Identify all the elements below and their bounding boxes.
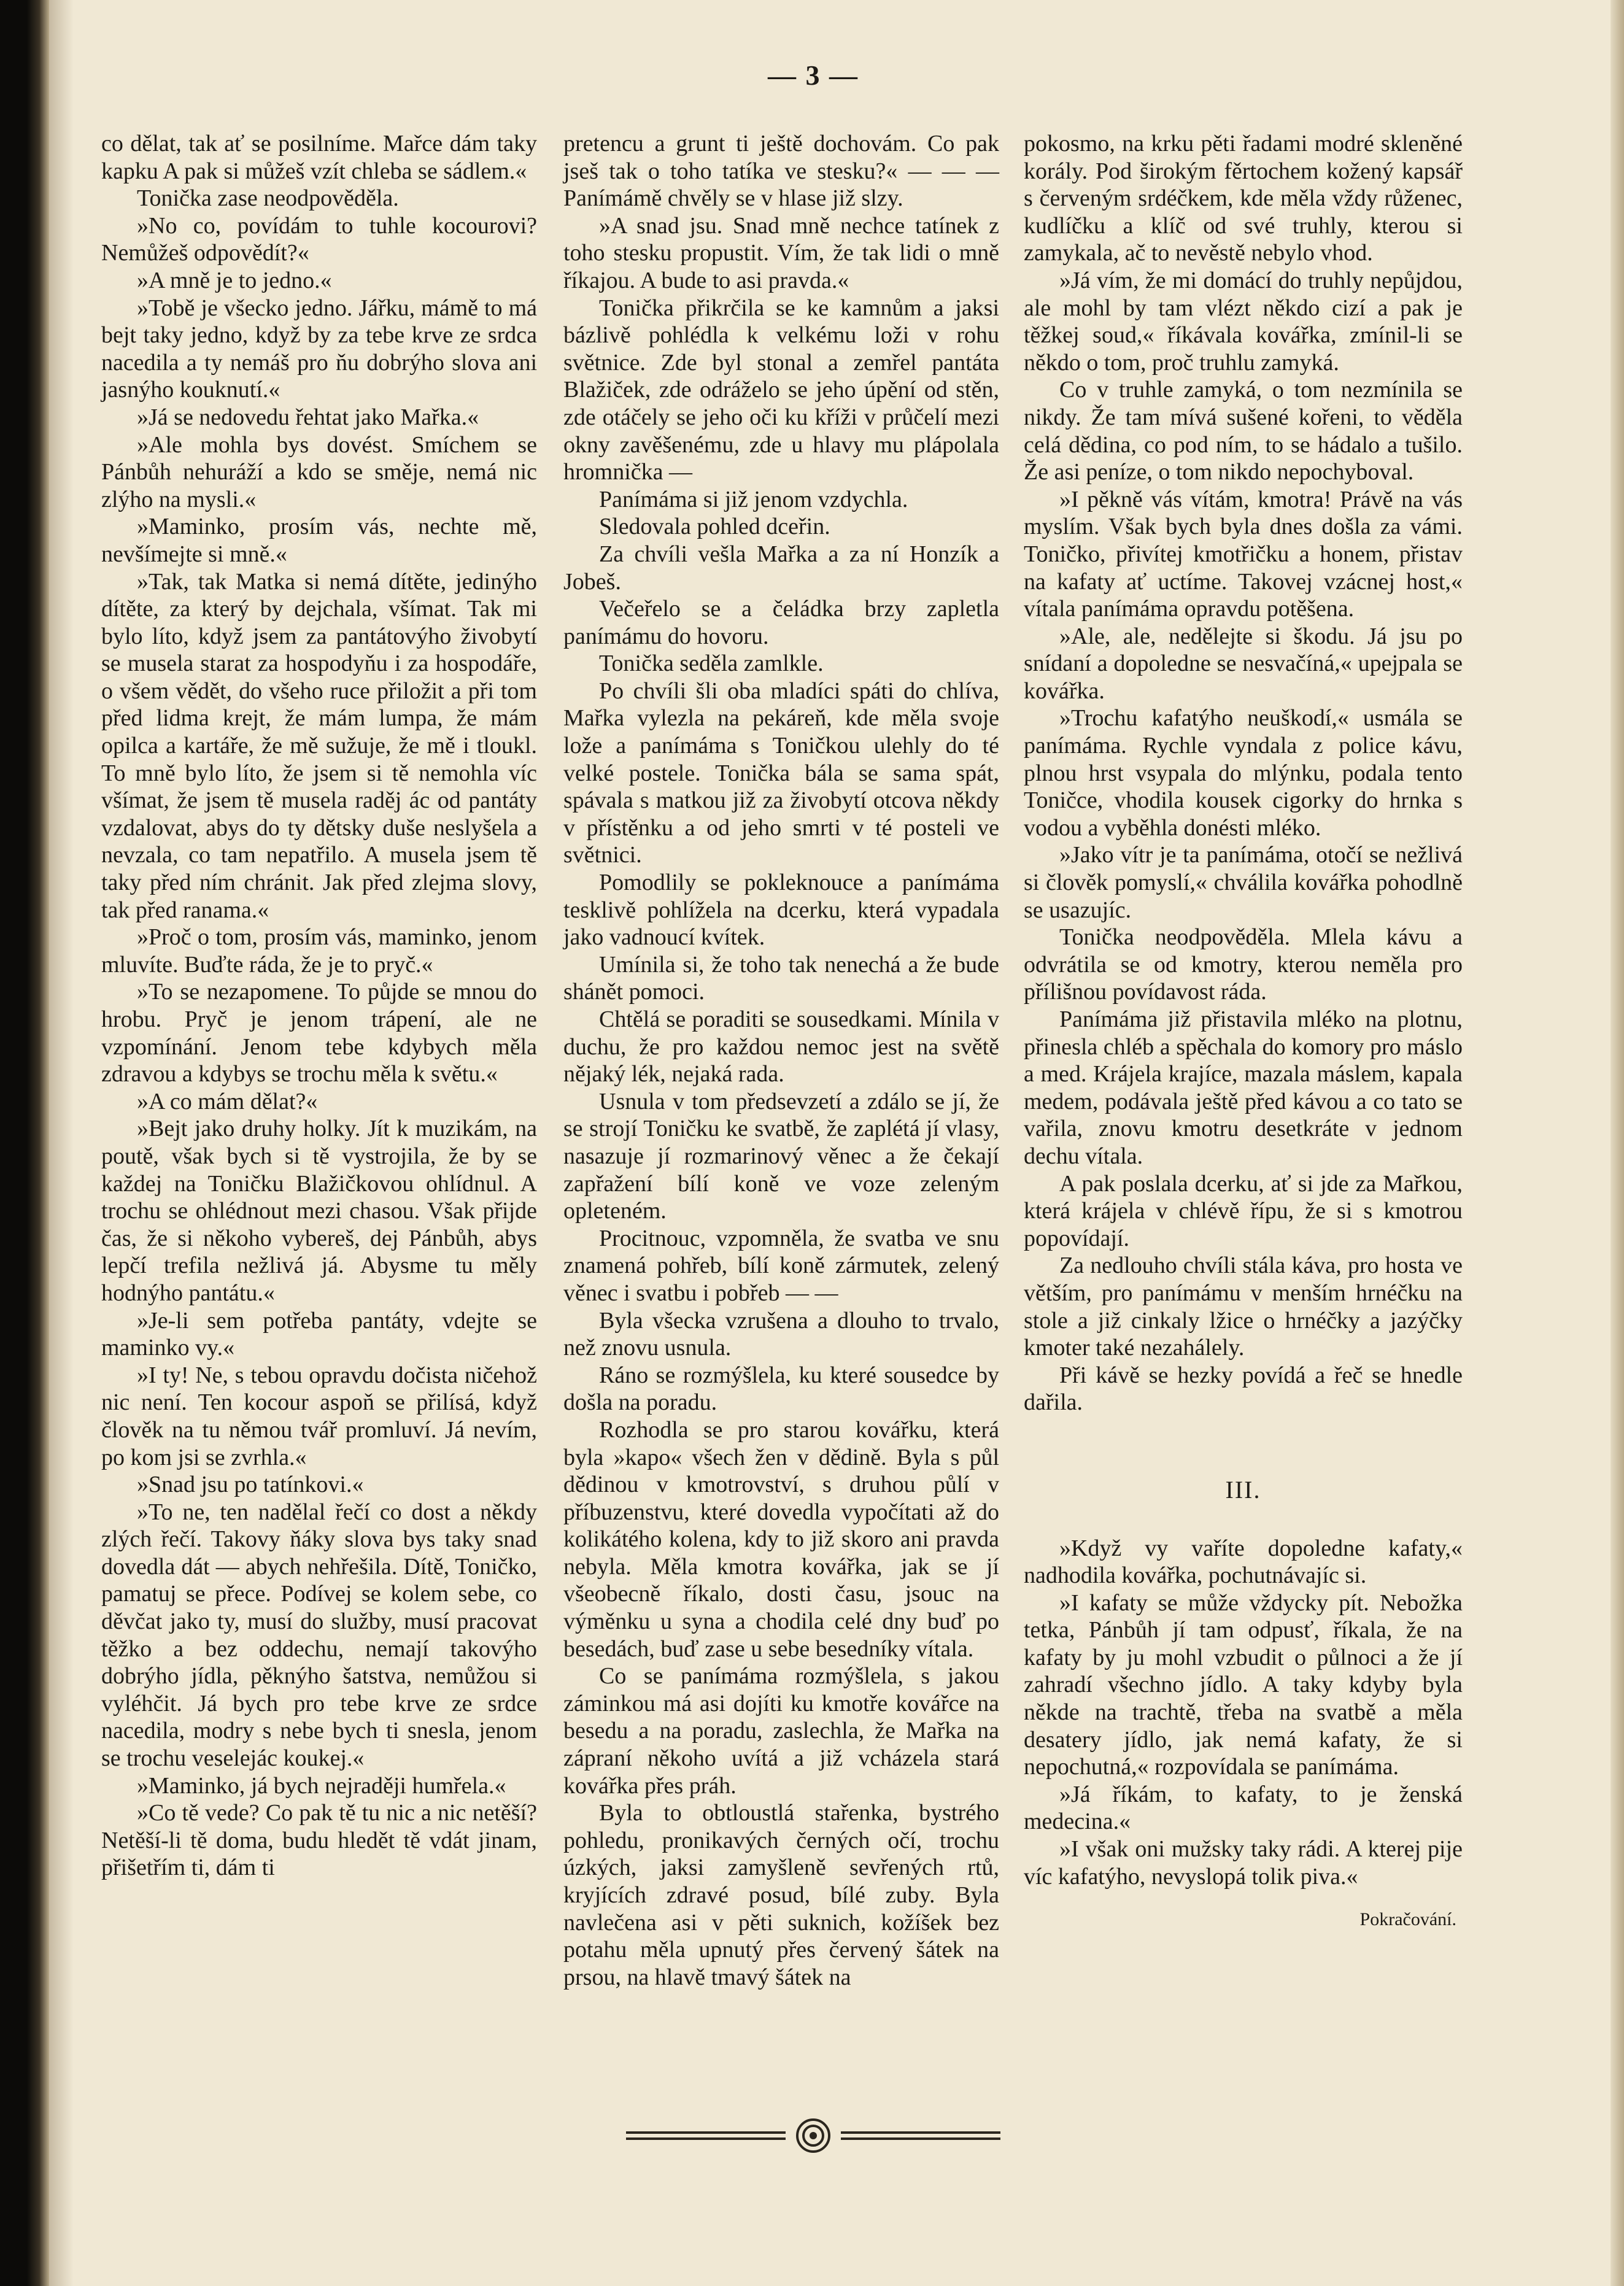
paragraph: »Já se nedovedu řehtat jako Mařka.« xyxy=(137,404,479,430)
paragraph: »No co, povídám to tuhle kocourovi? Nemůžeš odpovědít?« xyxy=(101,212,537,266)
page-edge xyxy=(1610,0,1624,2286)
paragraph: »Co tě vede? Co pak tě tu nic a nic netěší? Netěší-li tě doma, budu hledět tě vdát jinam, přišetřím ti, dám ti xyxy=(101,1800,537,1881)
paragraph: Sledovala pohled dceřin. xyxy=(599,514,830,540)
paragraph: »To se nezapomene. To půjde se mnou do hrobu. Pryč je jenom trápení, ale ne vzpomínání. Jenom tebe kdybych měla zdravou a kdybys se trochu měla k světu.« xyxy=(101,979,537,1087)
paragraph: »Tak, tak Matka si nemá dítěte, jedinýho dítěte, za který by dejchala, všímat. Tak mi bylo líto, když jsem za pantátovýho živobytí se musela starat za hospodyňu i za hospodáře, o všem vědět, do všeho ruce přiložit a při tom před lidma krejt, že mám lumpa, že mám opilca a kartáře, že mě sužuje, že mě i tloukl. To mně bylo líto, že jsem si tě nemohla víc všímat, že jsem tě musela raděj ác od pantáty vzdalovat, abys do ty dětsky duše neslyšela a nevzala, co tam nepatřilo. A musela jsem tě taky před ním chránit. Jak před zlejma slovy, tak před ranama.« xyxy=(101,568,537,923)
paragraph: »Je-li sem potřeba pantáty, vdejte se maminko vy.« xyxy=(101,1307,537,1361)
paragraph: Tonička přikrčila se ke kamnům a jaksi bázlivě pohlédla k velkému loži v rohu světnice. Zde byl stonal a zemřel pantáta Blažiček, zde odráželo se jeho úpění od stěn, zde otáčely se jeho oči ku kříži v průčelí mezi okny zavěšenému, zde u hlavy mu plápolala hromnička — xyxy=(563,295,999,485)
paragraph: »I však oni mužsky taky rádi. A kterej pije víc kafatýho, nevyslopá tolik piva.« xyxy=(1024,1836,1463,1890)
paragraph: Co v truhle zamyká, o tom nezmínila se nikdy. Že tam mívá sušené kořeni, to věděla celá dědina, co pod ním, to se hádalo a tušilo. Že asi peníze, o tom nikdo nepochyboval. xyxy=(1024,377,1463,485)
continued-note: Pokračování. xyxy=(1359,1909,1456,1930)
paragraph: Ráno se rozmýšlela, ku které sousedce by došla na poradu. xyxy=(563,1362,999,1416)
paragraph: »A co mám dělat?« xyxy=(137,1088,318,1114)
paragraph: Při kávě se hezky povídá a řeč se hnedle dařila. xyxy=(1024,1362,1463,1416)
paragraph: Po chvíli šli oba mladíci spáti do chlíva, Mařka vylezla na pekáreň, kde měla svoje lože a panímáma s Toničkou ulehly do té velké postele. Tonička bála se sama spát, spávala s matkou již za živobytí otcova někdy v přístěnku a od jeho smrti v té posteli ve světnici. xyxy=(563,678,999,868)
paragraph: »Já vím, že mi domácí do truhly nepůjdou, ale mohl by tam vlézt někdo cizí a pak je těžkej soud,« říkávala kovářka, zmínil-li se někdo o tom, proč truhlu zamyká. xyxy=(1024,267,1463,376)
paragraph: Usnula v tom předsevzetí a zdálo se jí, že se strojí Toničku ke svatbě, že zaplétá jí vlasy, nasazuje jí rozmarinový věnec a že čekají zapřažení bílí koně ve voze zeleným opleteném. xyxy=(563,1088,999,1224)
paragraph: »Ale, ale, nedělejte si škodu. Já jsu po snídaní a dopoledne se nesvačíná,« upejpala se kovářka. xyxy=(1024,623,1463,704)
book-binding-edge xyxy=(0,0,49,2286)
paragraph: Rozhodla se pro starou kovářku, která byla »kapo« všech žen v dědině. Byla s půl dědinou v kmotrovství, s druhou půlí v příbuzenstvu, které dovedla vypočítati až do kolikátého kolena, kdy to již skoro ani pravda nebyla. Měla kmotra kovářka, jak se jí všeobecně říkalo, dosti času, jsouc na výměnku u syna a chodila celé dny buď po besedách, buď zase u sebe besedníky vítala. xyxy=(563,1416,999,1662)
paragraph: »Snad jsu po tatínkovi.« xyxy=(137,1472,364,1498)
paragraph: »Maminko, já bych nejraději humřela.« xyxy=(137,1772,506,1799)
paragraph: »To ne, ten nadělal řečí co dost a někdy zlých řečí. Takovy ňáky slova bys taky snad dovedla dát — abych nehřešila. Dítě, Toničko, pamatuj se přece. Podívej se kolem sebe, co děvčat jako ty, musí do služby, musí pracovat těžko a bez oddechu, nemají takovýho dobrýho jídla, pěknýho šatstva, nemůžou si vyléhčit. Já bych pro tebe krve ze srdce nacedila, modry s nebe bych ti snesla, jenom se trochu veselejác koukej.« xyxy=(101,1499,537,1772)
paragraph: Panímáma si již jenom vzdychla. xyxy=(599,486,908,512)
paragraph: »Maminko, prosím vás, nechte mě, nevšímejte si mně.« xyxy=(101,514,537,567)
paragraph: »I kafaty se může vždycky pít. Nebožka tetka, Pánbůh jí tam odpusť, říkala, že na kafaty by ju mohl vzbudit o půlnoci a že jí zahradí všechno jídlo. A taky kdyby byla někde na trachtě, třeba na svatbě a měla desatery jídlo, jak nemá kafaty, že si nepochutná,« rozpovídala se panímáma. xyxy=(1024,1589,1463,1780)
paragraph: Za nedlouho chvíli stála káva, pro hosta ve větším, pro panímámu v menším hrnéčku na stole a již cinkaly lžice o hrnéčky a jazýčky kmoter také nezahálely. xyxy=(1024,1253,1463,1361)
paragraph: pretencu a grunt ti ještě dochovám. Co pak jseš tak o toho tatíka ve stesku?« — — — Panímámě chvěly se v hlase již slzy. xyxy=(563,131,999,212)
paragraph: »Proč o tom, prosím vás, maminko, jenom mluvíte. Buďte ráda, že je to pryč.« xyxy=(101,924,537,978)
text-column-1 xyxy=(101,130,537,1882)
paragraph: »I pěkně vás vítám, kmotra! Právě na vás myslím. Však bych byla dnes došla za vámi. Toničko, přivítej kmotřičku a honem, přistav na kafaty ať uctíme. Takovej vzácnej host,« vítala panímáma opravdu potěšena. xyxy=(1024,486,1463,622)
paragraph: Pomodlily se pokleknouce a panímáma tesklivě pohlížela na dcerku, která vypadala jako vadnoucí kvítek. xyxy=(563,870,999,951)
paragraph: »Ale mohla bys dovést. Smíchem se Pánbůh nehuráží a kdo se směje, nemá nic zlýho na mysli.« xyxy=(101,431,537,512)
paragraph: »I ty! Ne, s tebou opravdu dočista ničehož nic není. Ten kocour aspoň se přilísá, když člověk na tu němou tvář promluví. Já nevím, po kom jsi se zvrhla.« xyxy=(101,1362,537,1470)
paragraph: pokosmo, na krku pěti řadami modré skleněné korály. Pod širokým fěrtochem kožený kapsář s červeným srdéčkem, kde měla vždy růženec, kudlíčku a klíč od své truhly, kterou si zamykala, ač to nevěstě nebylo vhod. xyxy=(1024,131,1463,266)
paragraph: »Jako vítr je ta panímáma, otočí se nežlivá si člověk pomyslí,« chválila kovářka pohodlně se usazujíc. xyxy=(1024,842,1463,923)
paragraph: A pak poslala dcerku, ať si jde za Mařkou, která krájela v chlévě řípu, že si s kmotrou popovídají. xyxy=(1024,1170,1463,1251)
paragraph: Tonička neodpověděla. Mlela kávu a odvrátila se od kmotry, kterou neměla pro přílišnou povídavost ráda. xyxy=(1024,924,1463,1005)
circle-ornament-icon xyxy=(620,2114,1007,2157)
paragraph: »Já říkám, to kafaty, to je ženská medecina.« xyxy=(1024,1781,1463,1835)
paragraph: »Tobě je všecko jedno. Jářku, mámě to má bejt taky jedno, když by za tebe krve ze srdca nacedila a ty nemáš pro ňu dobrýho slova ani jasnýho kouknutí.« xyxy=(101,295,537,403)
paragraph: Byla to obtloustlá stařenka, bystrého pohledu, pronikavých černých očí, trochu úzkých, jaksi zamyšleně sevřených rtů, kryjících zdravé posud, bílé zuby. Byla navlečena asi v pěti suknich, kožíšek bez potahu měla upnutý přes červený šátek na prsou, na hlavě tmavý šátek na xyxy=(563,1800,999,1990)
paragraph: Byla všecka vzrušena a dlouho to trvalo, než znovu usnula. xyxy=(563,1307,999,1361)
paragraph: »Trochu kafatýho neuškodí,« usmála se panímáma. Rychle vyndala z police kávu, plnou hrst vsypala do mlýnku, podala tento Toničce, vhodila kousek cigorky do hrnka s vodou a vyběhla donésti mléko. xyxy=(1024,705,1463,841)
paragraph: »Když vy vaříte dopoledne kafaty,« nadhodila kovářka, pochutnávajíc si. xyxy=(1024,1535,1463,1589)
paragraph: »Bejt jako druhy holky. Jít k muzikám, na poutě, však bych si tě vystrojila, že by se každej na Toničku Blažičkovou ohlídnul. A trochu se ohlédnout mezi chasou. Však přijde čas, že si někoho vybereš, dej Pánbůh, abys lepčí trefila nežlivá já. Abysme tu měly hodnýho pantátu.« xyxy=(101,1116,537,1306)
paragraph: »A snad jsu. Snad mně nechce tatínek z toho stesku propustit. Vím, že tak lidi o mně říkajou. A bude to asi pravda.« xyxy=(563,212,999,293)
paragraph: Tonička seděla zamlkle. xyxy=(599,651,824,677)
spine-shadow xyxy=(49,0,74,2286)
paragraph: Umínila si, že toho tak nenechá a že bude shánět pomoci. xyxy=(563,951,999,1005)
paragraph: Za chvíli vešla Mařka a za ní Honzík a Jobeš. xyxy=(563,541,999,595)
text-column-3 xyxy=(1024,130,1463,1934)
paragraph: Procitnouc, vzpomněla, že svatba ve snu znamená pohřeb, bílí koně zármutek, zelený věnec i svatbu i pobřeb — — xyxy=(563,1225,999,1306)
section-heading: III. xyxy=(1225,1475,1261,1504)
paragraph: Chtělá se poraditi se sousedkami. Mínila v duchu, že pro každou nemoc jest na světě nějaký lék, nejaká rada. xyxy=(563,1006,999,1087)
page-number: — 3 — xyxy=(768,60,859,91)
paragraph: Co se panímáma rozmýšlela, s jakou záminkou má asi dojíti ku kmotře kovářce na besedu a na poradu, zaslechla, že Mařka na zápraní někoho uvítá a již vcházela stará kovářka přes práh. xyxy=(563,1663,999,1799)
paragraph: Tonička zase neodpověděla. xyxy=(137,185,399,212)
paragraph: co dělat, tak ať se posilníme. Mařce dám taky kapku A pak si můžeš vzít chleba se sádlem.« xyxy=(101,131,537,184)
text-column-2 xyxy=(563,130,999,1991)
paragraph: »A mně je to jedno.« xyxy=(137,267,332,293)
paragraph: Panímáma již přistavila mléko na plotnu, přinesla chléb a spěchala do komory pro máslo a med. Krájela krajíce, mazala máslem, kapala medem, podávala ještě před kávou a co tato se vařila, znovu kmotru desetkráte v jednom dechu vítala. xyxy=(1024,1006,1463,1169)
paragraph: Večeřelo se a čeládka brzy zapletla panímámu do hovoru. xyxy=(563,596,999,649)
